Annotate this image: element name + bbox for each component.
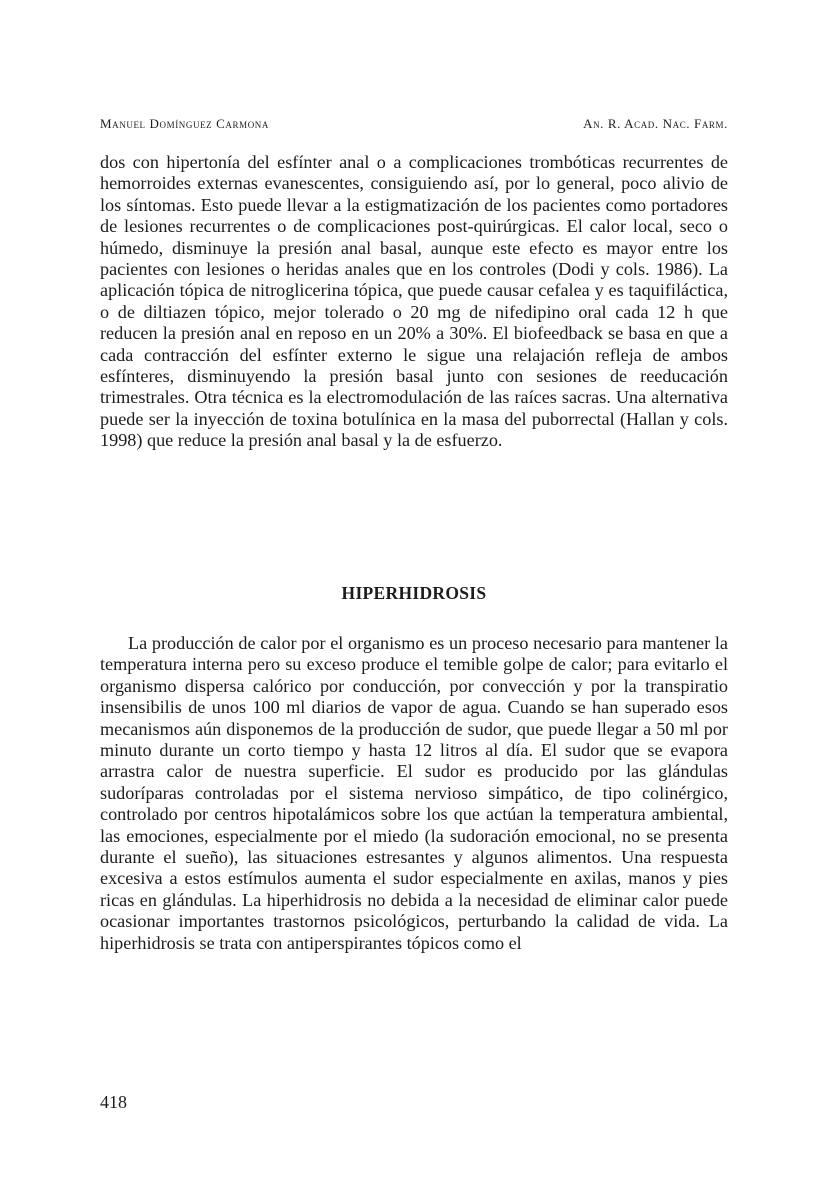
page-number: 418 [100, 1092, 127, 1112]
header-author: Manuel Domínguez Carmona [100, 116, 270, 131]
running-header [100, 116, 728, 136]
body-paragraph-2: La producción de calor por el organismo es un proceso necesario para mantener la temperatura interna pero su exceso produce el temible golpe de calor; para evitarlo el organismo dispersa calórico por conducción, por convección y por la transpiratio insensibilis de unos 100 ml diarios de vapor de agua. Cuando se han superado esos mecanismos aún disponemos de la producción de sudor, que puede llegar a 50 ml por minuto durante un corto tiempo y hasta 12 litros al día. El sudor que se evapora arrastra calor de nuestra superficie. El sudor es producido por las glándulas sudoríparas controladas por el sistema nervioso simpático, de tipo colinérgico, controlado por centros hipotalámicos sobre los que actúan la temperatura ambiental, las emociones, especialmente por el miedo (la sudoración emocional, no se presenta durante el sueño), las situaciones estresantes y algunos alimentos. Una respuesta excesiva a estos estímulos aumenta el sudor especialmente en axilas, manos y pies ricas en glándulas. La hiperhidrosis no debida a la necesidad de eliminar calor puede ocasionar importantes trastornos psicológicos, perturbando la calidad de vida. La hiperhidrosis se trata con antiperspirantes tópicos como el [100, 633, 728, 953]
header-journal: An. R. Acad. Nac. Farm. [583, 116, 728, 131]
section-title: HIPERHIDROSIS [341, 583, 487, 603]
body-paragraph-1: dos con hipertonía del esfínter anal o a complicaciones trombóticas recurrentes de hemorroides externas evanescentes, consiguiendo así, por lo general, poco alivio de los síntomas. Esto puede llevar a la estigmatización de los pacientes como portadores de lesiones recurrentes o de complicaciones post-quirúrgicas. El calor local, seco o húmedo, disminuye la presión anal basal, aunque este efecto es mayor entre los pacientes con lesiones o heridas anales que en los controles (Dodi y cols. 1986). La aplicación tópica de nitroglicerina tópica, que puede causar cefalea y es taquifiláctica, o de diltiazen tópico, mejor tolerado o 20 mg de nifedipino oral cada 12 h que reducen la presión anal en reposo en un 20% a 30%. El biofeedback se basa en que a cada contracción del esfínter externo le sigue una relajación refleja de ambos esfínteres, disminuyendo la presión basal junto con sesiones de reeducación trimestrales. Otra técnica es la electromodulación de las raíces sacras. Una alternativa puede ser la inyección de toxina botulínica en la masa del puborrectal (Hallan y cols. 1998) que reduce la presión anal basal y la de esfuerzo. [100, 152, 728, 451]
